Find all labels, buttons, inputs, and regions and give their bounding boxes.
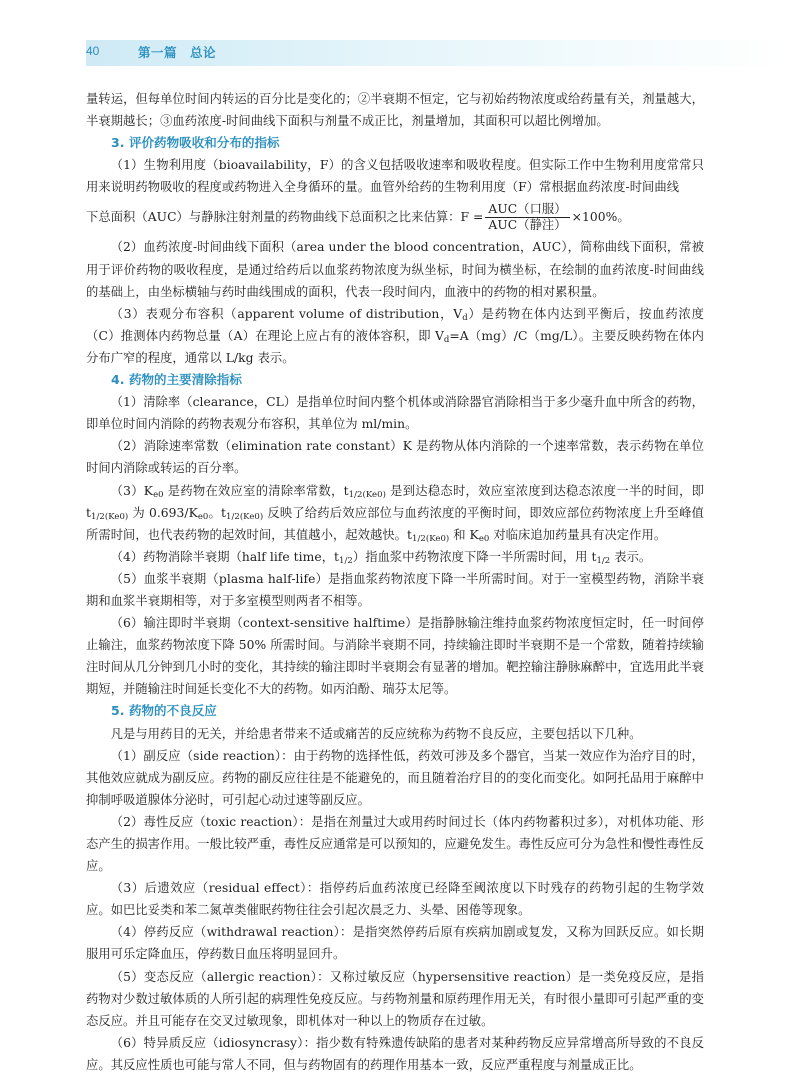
- section-heading-5: 5. 药物的不良反应: [111, 703, 217, 719]
- paragraph-bioavailability: （1）生物利用度（bioavailability，F）的含义包括吸收速率和吸收程度。但实际工作中生物利用度常常只用来说明药物吸收的程度或药物进入全身循环的量。血管外给药的生物利用度（F）常根据血药浓度-时间曲线: [86, 158, 704, 195]
- bioavailability-formula: 下总面积（AUC）与静脉注射剂量的药物曲线下总面积之比来估算：F = $\frac{\text{AUC（口服）}}{\text{AUC（静注）}}$ ×100%。: [86, 202, 630, 233]
- page-number: 40: [86, 44, 100, 58]
- paragraph-allergic-reaction: （5）变态反应（allergic reaction）：又称过敏反应（hypersensitive reaction）是一类免疫反应，是指药物对少数过敏体质的人所引起的病理性免疫反应。与药物剂量和原药理作用无关，有时很小量即可引起严重的变态反应。并且可能存在交叉过敏现象，即机体对一种以上的物质存在过敏。: [86, 969, 704, 1028]
- paragraph-elimination-rate: （2）消除速率常数（elimination rate constant）K 是药物从体内消除的一个速率常数，表示药物在单位时间内消除或转运的百分率。: [86, 439, 704, 476]
- chapter-title: 第一篇 总论: [138, 45, 217, 60]
- intro-paragraph: 量转运，但每单位时间内转运的百分比是变化的；②半衰期不恒定，它与初始药物浓度或给药量有关，剂量越大，半衰期越长；③血药浓度-时间曲线下面积与剂量不成正比，剂量增加，其面积可以超比例增加。: [86, 92, 704, 129]
- section-heading-4: 4. 药物的主要清除指标: [111, 372, 242, 388]
- paragraph-idiosyncrasy: （6）特异质反应（idiosyncrasy）：指少数有特殊遗传缺陷的患者对某种药物反应异常增高所导致的不良反应。其反应性质也可能与常人不同，但与药物固有的药理作用基本一致，反应严重程度与剂量成正比。: [86, 1035, 704, 1072]
- fraction-denominator: AUC（静注）: [488, 218, 567, 233]
- paragraph-context-sensitive: （6）输注即时半衰期（context-sensitive halftime）是指静脉输注维持血浆药物浓度恒定时，任一时间停止输注，血浆药物浓度下降 50% 所需时间。与消除半衰期不同，持续输注即时半衰期不是一个常数，随着持续输注时间从几分钟到几小时的变化，其持续的输注即时半衰期会有显著的增加。靶控输注静脉麻醉中，宜选用此半衰期短，并随输注时间延长变化不大的药物。如丙泊酚、瑞芬太尼等。: [86, 616, 704, 697]
- paragraph-volume-distribution: （3）表观分布容积（apparent volume of distribution，$V_d$）是药物在体内达到平衡后，按血药浓度（C）推测体内药物总量（A）在理论上应占有的液体容积，即 $V_d=A(mg)/C(mg/L)$。主要反映药物在体内分布广窄的程度，通常以 L/kg 表示。: [86, 306, 704, 365]
- paragraph-ke0: $(3)K_{e0}$ 是药物在效应室的清除率常数，$t_{1/2(Ke0)}$ 是到达稳态时，效应室浓度到达稳态浓度一半的时间，即 $t_{1/2(Ke0)}$ 为 $0.693/K_{e0}$。$t_{1/2(Ke0)}$ 反映了给药后效应部位与血药浓度的平衡时间，即效应部位药物浓度上升至峰值所需时间，也代表药物的起效时间，其值越小，起效越快。$t_{1/2(Ke0)}$ 和 $K_{e0}$ 对临床追加药量具有决定作用。: [86, 483, 704, 544]
- formula-fraction: [485, 202, 569, 233]
- section-heading-3: 3. 评价药物吸收和分布的指标: [111, 135, 280, 151]
- paragraph-half-life: （4）药物消除半衰期（half life time，$t_{1/2}$）指血浆中药物浓度下降一半所需时间，用 $t_{1/2}$ 表示。: [110, 549, 652, 566]
- paragraph-auc: （2）血药浓度-时间曲线下面积（area under the blood concentration，AUC），简称曲线下面积，常被用于评价药物的吸收程度，是通过给药后以血浆药物浓度为纵坐标，时间为横坐标，在绘制的血药浓度-时间曲线的基础上，由坐标横轴与药时曲线围成的面积，代表一段时间内，血液中的药物的相对累积量。: [86, 240, 704, 299]
- paragraph-side-reaction: （1）副反应（side reaction）：由于药物的选择性低，药效可涉及多个器官，当某一效应作为治疗目的时，其他效应就成为副反应。药物的副反应往往是不能避免的，而且随着治疗目的的变化而变化。如阿托品用于麻醉中抑制呼吸道腺体分泌时，可引起心动过速等副反应。: [86, 748, 704, 807]
- paragraph-adverse-intro: 凡是与用药目的无关，并给患者带来不适或痛苦的反应统称为药物不良反应，主要包括以下几种。: [110, 726, 642, 741]
- paragraph-plasma-half-life: （5）血浆半衰期（plasma half-life）是指血浆药物浓度下降一半所需时间。对于一室模型药物，消除半衰期和血浆半衰期相等，对于多室模型则两者不相等。: [86, 571, 704, 608]
- paragraph-withdrawal-reaction: （4）停药反应（withdrawal reaction）：是指突然停药后原有疾病加剧或复发，又称为回跃反应。如长期服用可乐定降血压，停药数日血压将明显回升。: [86, 925, 704, 962]
- fraction-numerator: AUC（口服）: [485, 202, 569, 218]
- page-header: [0, 0, 800, 66]
- paragraph-clearance: （1）清除率（clearance，CL）是指单位时间内整个机体或消除器官消除相当于多少毫升血中所含的药物，即单位时间内消除的药物表观分布容积，其单位为 ml/min。: [86, 395, 704, 432]
- page-body: [86, 88, 704, 1076]
- paragraph-residual-effect: （3）后遗效应（residual effect）：指停药后血药浓度已经降至阈浓度以下时残存的药物引起的生物学效应。如巴比妥类和苯二氮䓬类催眠药物往往会引起次晨乏力、头晕、困倦等现象。: [86, 881, 704, 918]
- paragraph-toxic-reaction: （2）毒性反应（toxic reaction）：是指在剂量过大或用药时间过长（体内药物蓄积过多），对机体功能、形态产生的损害作用。一般比较严重，毒性反应通常是可以预知的，应避免发生。毒性反应可分为急性和慢性毒性反应。: [86, 814, 704, 874]
